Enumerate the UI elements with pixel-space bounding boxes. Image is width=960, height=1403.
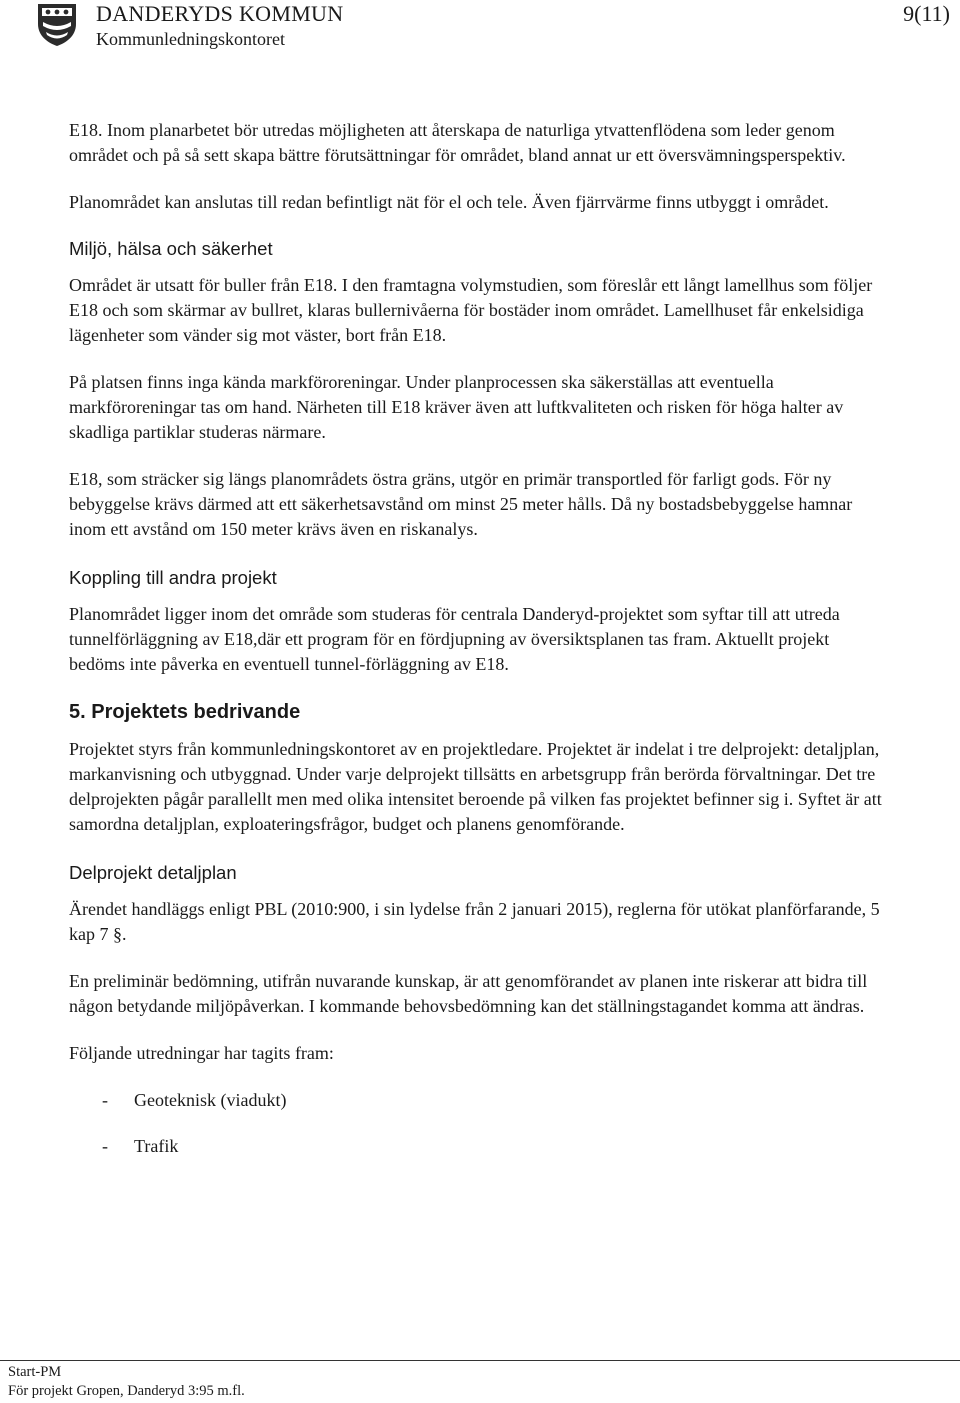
paragraph-central-danderyd: Planområdet ligger inom det område som studeras för centrala Danderyd-projektet som syftar till att utreda tunnelförläggning av E18,där ett program för en fördjupning av översiktsplanen tas fram. Aktuellt projekt bedöms inte påverka en eventuell tunnel-förläggning av E18.	[69, 604, 840, 674]
list-item	[69, 1134, 889, 1159]
organization-name: DANDERYDS KOMMUN	[96, 1, 344, 26]
paragraph-flooding: E18. Inom planarbetet bör utredas möjligheten att återskapa de naturliga ytvattenflödena som leder genom området och på så sett skapa bättre förutsättningar för området, bland annat ur ett översvämningsperspektiv.	[69, 120, 846, 165]
heading-delprojekt: Delprojekt detaljplan	[69, 862, 237, 883]
paragraph-noise: Området är utsatt för buller från E18. I den framtagna volymstudien, som föreslår ett långt lamellhus som följer E18 och som skärmar av bullret, klaras bullernivåerna för bostäder inom området. Lamellhuset får enkelsidiga lägenheter som vänder sig mot väster, bort från E18.	[69, 275, 873, 345]
paragraph-utilities: Planområdet kan anslutas till redan befintligt nät för el och tele. Även fjärrvärme finns utbyggt i området.	[69, 192, 829, 212]
paragraph-contamination: På platsen finns inga kända markföroreningar. Under planprocessen ska säkerställas att eventuella markföroreningar tas om hand. Närheten till E18 kräver även att luftkvaliteten och risken för höga halter av skadliga partiklar studeras närmare.	[69, 372, 844, 442]
paragraph-assessment: En preliminär bedömning, utifrån nuvarande kunskap, är att genomförandet av planen inte riskerar att bidra till någon betydande miljöpåverkan. I kommande behovsbedömning kan det ställningstagandet komma att ändras.	[69, 971, 868, 1016]
document-body	[69, 118, 889, 1159]
heading-miljo: Miljö, hälsa och säkerhet	[69, 238, 273, 259]
paragraph-dangerous-goods: E18, som sträcker sig längs planområdets östra gräns, utgör en primär transportled för farligt gods. För ny bebyggelse krävs därmed att ett säkerhetsavstånd om minst 25 meter hålls. Då ny bostadsbebyggelse hamnar inom ett avstånd om 150 meter krävs även en riskanalys.	[69, 469, 853, 539]
list-item-text: Geoteknisk (viadukt)	[134, 1090, 287, 1110]
footer-divider	[0, 1360, 960, 1361]
paragraph-pbl: Ärendet handläggs enligt PBL (2010:900, i sin lydelse från 2 januari 2015), reglerna för utökat planförfarande, 5 kap 7 §.	[69, 899, 880, 944]
page-number: 9(11)	[903, 1, 950, 26]
heading-koppling: Koppling till andra projekt	[69, 567, 277, 588]
list-dash: -	[102, 1136, 108, 1156]
list-item-text: Trafik	[134, 1136, 179, 1156]
footer-project: För projekt Gropen, Danderyd 3:95 m.fl.	[8, 1383, 245, 1399]
investigations-list	[69, 1088, 889, 1159]
coat-of-arms-icon	[36, 2, 78, 48]
heading-section-5: 5. Projektets bedrivande	[69, 701, 301, 723]
footer-title: Start-PM	[8, 1364, 62, 1380]
page-header	[0, 0, 960, 60]
paragraph-project-management: Projektet styrs från kommunledningskontoret av en projektledare. Projektet är indelat i tre delprojekt: detaljplan, markanvisning och utbyggnad. Under varje delprojekt tillsätts en arbetsgrupp från berörda förvaltningar. Det tre delprojekten pågår parallellt men med olika intensitet beroende på vilken fas projektet befinner sig i. Syftet är att samordna detaljplan, exploateringsfrågor, budget och planens genomförande.	[69, 739, 882, 834]
department-name: Kommunledningskontoret	[96, 29, 285, 49]
paragraph-investigations: Följande utredningar har tagits fram:	[69, 1043, 334, 1063]
list-dash: -	[102, 1090, 108, 1110]
list-item	[69, 1088, 889, 1113]
